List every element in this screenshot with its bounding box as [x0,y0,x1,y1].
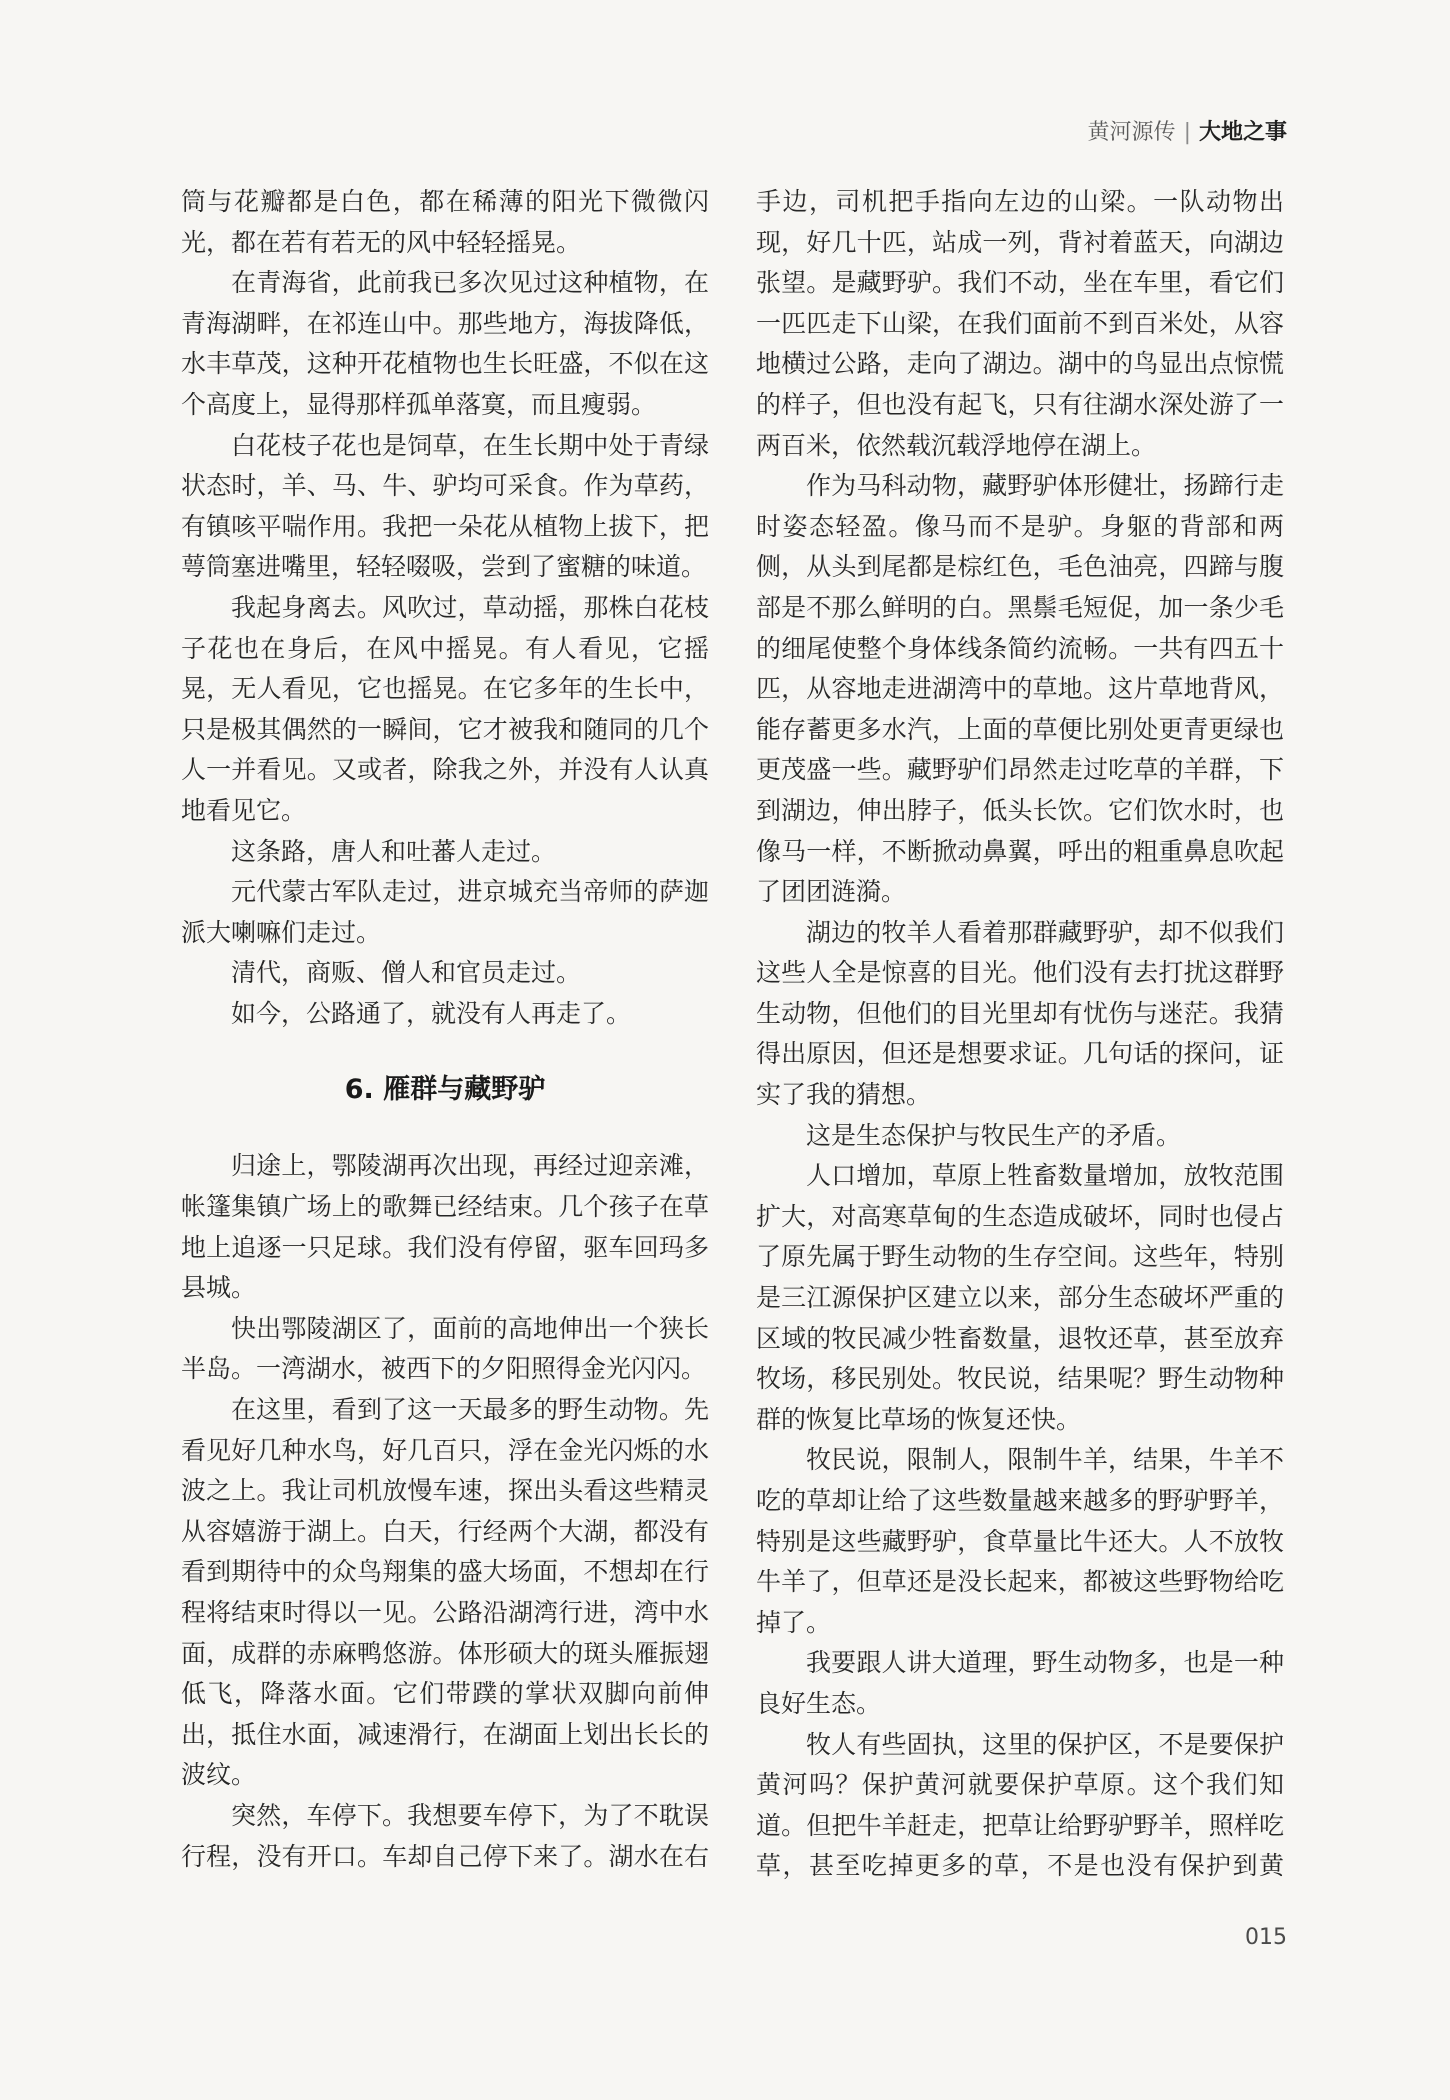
paragraph: 这条路，唐人和吐蕃人走过。 [231,836,557,866]
paragraph: 在青海省，此前我已多次见过这种植物，在青海湖畔，在祁连山中。那些地方，海拔降低，水丰草茂，这种开花植物也生长旺盛，不似在这个高度上，显得那样孤单落寞，而且瘦弱。 [181,268,709,419]
book-title: 黄河源传 [1087,120,1176,145]
paragraph: 这是生态保护与牧民生产的矛盾。 [806,1120,1182,1150]
paragraph: 牧民说，限制人，限制牛羊，结果，牛羊不吃的草却让给了这些数量越来越多的野驴野羊，特别是这些藏野驴，食草量比牛还大。人不放牧牛羊了，但草还是没长起来，都被这些野物给吃掉了。 [756,1445,1284,1637]
paragraph: 在这里，看到了这一天最多的野生动物。先看见好几种水鸟，好几百只，浮在金光闪烁的水波之上。我让司机放慢车速，探出头看这些精灵从容嬉游于湖上。白天，行经两个大湖，都没有看到期待中的众鸟翔集的盛大场面，不想却在行程将结束时得以一见。公路沿湖湾行进，湾中水面，成群的赤麻鸭悠游。体形硕大的斑头雁振翅低飞，降落水面。它们带蹼的掌状双脚向前伸出，抵住水面，减速滑行，在湖面上划出长长的波纹。 [181,1395,709,1790]
paragraph: 筒与花瓣都是白色，都在稀薄的阳光下微微闪光，都在若有若无的风中轻轻摇晃。 [181,187,709,257]
left-column [181,182,709,1877]
running-header [1088,118,1287,148]
paragraph: 如今，公路通了，就没有人再走了。 [231,998,632,1028]
paragraph: 湖边的牧羊人看着那群藏野驴，却不似我们这些人全是惊喜的目光。他们没有去打扰这群野生动物，但他们的目光里却有忧伤与迷茫。我猜得出原因，但还是想要求证。几句话的探问，证实了我的猜想。 [756,917,1284,1110]
paragraph: 作为马科动物，藏野驴体形健壮，扬蹄行走时姿态轻盈。像马而不是驴。身躯的背部和两侧，从头到尾都是棕红色，毛色油亮，四蹄与腹部是不那么鲜明的白。黑鬃毛短促，加一条少毛的细尾使整个身体线条简约流畅。一共有四五十匹，从容地走进湖湾中的草地。这片草地背风，能存蓄更多水汽，上面的草便比别处更青更绿也更茂盛一些。藏野驴们昂然走过吃草的羊群，下到湖边，伸出脖子，低头长饮。它们饮水时，也像马一样，不断掀动鼻翼，呼出的粗重鼻息吹起了团团涟漪。 [756,471,1284,907]
paragraph: 归途上，鄂陵湖再次出现，再经过迎亲滩，帐篷集镇广场上的歌舞已经结束。几个孩子在草地上追逐一只足球。我们没有停留，驱车回玛多县城。 [181,1151,709,1303]
right-column [756,182,1284,1887]
page-number: 015 [1245,1925,1287,1950]
paragraph: 手边，司机把手指向左边的山梁。一队动物出现，好几十匹，站成一列，背衬着蓝天，向湖边张望。是藏野驴。我们不动，坐在车里，看它们一匹匹走下山梁，在我们面前不到百米处，从容地横过公路，走向了湖边。湖中的鸟显出点惊慌的样子，但也没有起飞，只有往湖水深处游了一两百米，依然载沉载浮地停在湖上。 [756,187,1284,460]
paragraph: 我起身离去。风吹过，草动摇，那株白花枝子花也在身后，在风中摇晃。有人看见，它摇晃，无人看见，它也摇晃。在它多年的生长中，只是极其偶然的一瞬间，它才被我和随同的几个人一并看见。又或者，除我之外，并没有人认真地看见它。 [181,592,709,825]
section-heading: 6. 雁群与藏野驴 [344,1074,546,1106]
paragraph: 牧人有些固执，这里的保护区，不是要保护黄河吗？保护黄河就要保护草原。这个我们知道。但把牛羊赶走，把草让给野驴野羊，照样吃草，甚至吃掉更多的草，不是也没有保护到黄 [756,1729,1284,1881]
paragraph: 快出鄂陵湖区了，面前的高地伸出一个狭长半岛。一湾湖水，被西下的夕阳照得金光闪闪。 [181,1313,709,1384]
paragraph: 清代，商贩、僧人和官员走过。 [231,958,582,988]
paragraph: 突然，车停下。我想要车停下，为了不耽误行程，没有开口。车却自己停下来了。湖水在右 [181,1800,709,1871]
header-separator: | [1183,120,1191,145]
paragraph: 白花枝子花也是饲草，在生长期中处于青绿状态时，羊、马、牛、驴均可采食。作为草药，有镇咳平喘作用。我把一朵花从植物上拔下，把萼筒塞进嘴里，轻轻啜吸，尝到了蜜糖的味道。 [181,430,709,582]
paragraph: 我要跟人讲大道理，野生动物多，也是一种良好生态。 [756,1648,1284,1718]
paragraph: 人口增加，草原上牲畜数量增加，放牧范围扩大，对高寒草甸的生态造成破坏，同时也侵占了原先属于野生动物的生存空间。这些年，特别是三江源保护区建立以来，部分生态破坏严重的区域的牧民减少牲畜数量，退牧还草，甚至放弃牧场，移民别处。牧民说，结果呢？野生动物种群的恢复比草场的恢复还快。 [756,1161,1284,1434]
chapter-title: 大地之事 [1198,120,1287,145]
paragraph: 元代蒙古军队走过，进京城充当帝师的萨迦派大喇嘛们走过。 [181,877,709,947]
